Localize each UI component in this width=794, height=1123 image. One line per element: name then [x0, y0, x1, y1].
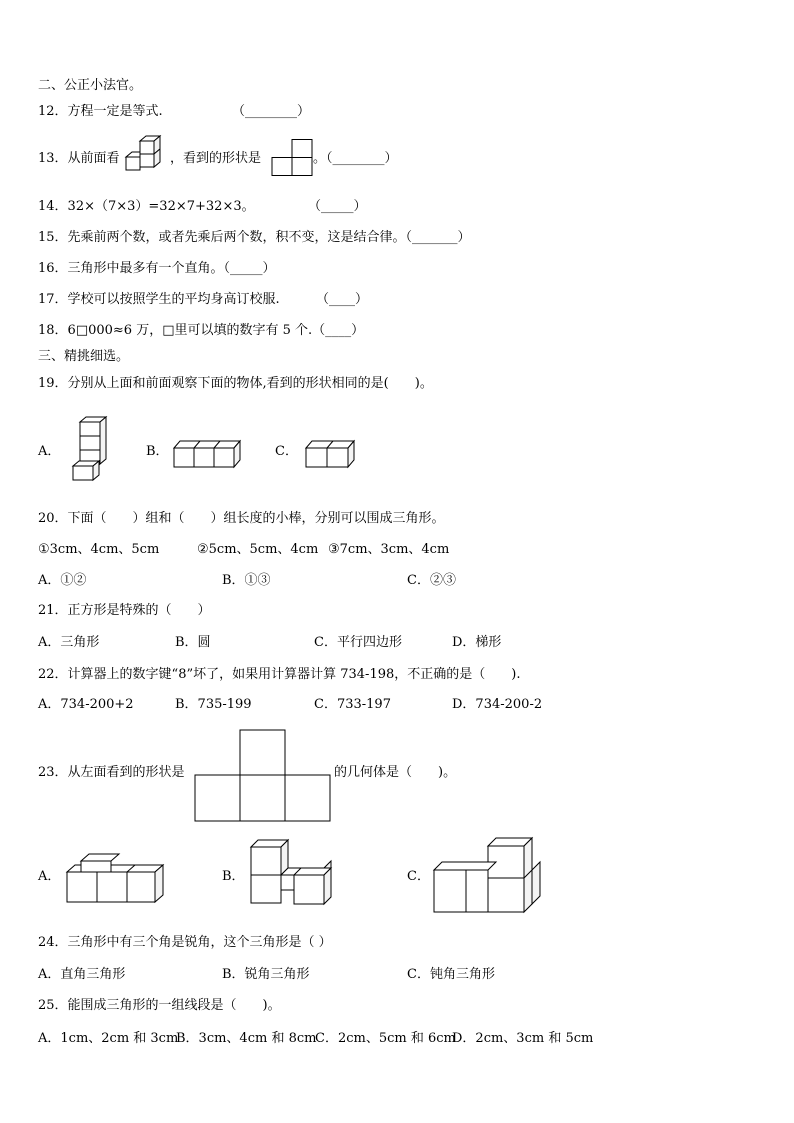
q20-group-1: ①3cm、4cm、5cm: [38, 542, 160, 557]
section-three-heading: 三、精挑细选。: [38, 349, 130, 364]
section-two-heading: 二、公正小法官。: [38, 78, 143, 93]
q19-option-c[interactable]: C．: [275, 444, 298, 459]
q12-text: 12．方程一定是等式.: [38, 104, 163, 119]
q25-option-d[interactable]: D．2cm、3cm 和 5cm: [452, 1031, 594, 1046]
q19-option-a[interactable]: A．: [38, 444, 61, 459]
q19-figure-c: [304, 437, 356, 471]
q20-group-3: ③7cm、3cm、4cm: [328, 542, 450, 557]
q17-answer-blank[interactable]: （____）: [316, 292, 369, 307]
q24-option-c[interactable]: C．钝角三角形: [407, 967, 495, 982]
q22-stem: 22．计算器上的数字键“8”坏了，如果用计算器计算 734-198，不正确的是（ ).: [38, 667, 521, 682]
q23-stem-pre: 23．从左面看到的形状是: [38, 765, 185, 780]
q17-text: 17．学校可以按照学生的平均身高订校服.: [38, 292, 280, 307]
q23-figure-b: [248, 838, 338, 910]
q12-answer-blank[interactable]: （________）: [232, 104, 311, 119]
q21-option-d[interactable]: D．梯形: [452, 635, 502, 650]
q23-left-view-figure: [194, 729, 332, 823]
q13-answer-blank[interactable]: 。（________）: [313, 151, 398, 166]
q18-text: 18．6□000≈6 万，□里可以填的数字有 5 个.（____）: [38, 323, 365, 338]
q13-mid: ，看到的形状是: [170, 151, 262, 166]
q20-stem: 20．下面（ ）组和（ ）组长度的小棒，分别可以围成三角形。: [38, 511, 445, 526]
q22-option-a[interactable]: A．734-200+2: [38, 697, 134, 712]
q16-text: 16．三角形中最多有一个直角。（_____）: [38, 261, 276, 276]
q25-option-a[interactable]: A．1cm、2cm 和 3cm: [38, 1031, 179, 1046]
q24-option-a[interactable]: A．直角三角形: [38, 967, 126, 982]
q23-figure-c: [432, 836, 544, 916]
q25-option-c[interactable]: C．2cm、5cm 和 6cm: [315, 1031, 456, 1046]
q13-pre: 13．从前面看: [38, 151, 120, 166]
q21-option-c[interactable]: C．平行四边形: [314, 635, 402, 650]
q24-stem: 24．三角形中有三个角是锐角，这个三角形是（ ）: [38, 935, 332, 950]
q22-option-c[interactable]: C．733-197: [314, 697, 391, 712]
q20-group-2: ②5cm、5cm、4cm: [197, 542, 319, 557]
q19-figure-a: [68, 415, 114, 490]
q23-stem-post: 的几何体是（ )。: [334, 765, 457, 780]
q23-figure-a: [65, 852, 165, 904]
q14-answer-blank[interactable]: （_____）: [308, 199, 367, 214]
q13-front-view-figure: [271, 139, 313, 179]
q20-option-a[interactable]: A．①②: [38, 573, 87, 588]
q23-option-c[interactable]: C．: [407, 869, 430, 884]
q15-text: 15．先乘前两个数，或者先乘后两个数，积不变，这是结合律。（_______）: [38, 230, 471, 245]
q14-text: 14．32×（7×3）=32×7+32×3。: [38, 199, 255, 214]
q22-option-b[interactable]: B．735-199: [175, 697, 252, 712]
q22-option-d[interactable]: D．734-200-2: [452, 697, 543, 712]
q23-option-b[interactable]: B．: [222, 869, 245, 884]
q25-stem: 25．能围成三角形的一组线段是（ )。: [38, 998, 281, 1013]
q19-figure-b: [172, 437, 242, 471]
q21-option-a[interactable]: A．三角形: [38, 635, 100, 650]
q20-option-b[interactable]: B．①③: [222, 573, 271, 588]
q19-stem: 19．分别从上面和前面观察下面的物体,看到的形状相同的是( )。: [38, 376, 433, 391]
q19-option-b[interactable]: B．: [146, 444, 169, 459]
q25-option-b[interactable]: B．3cm、4cm 和 8cm: [176, 1031, 317, 1046]
q21-stem: 21．正方形是特殊的（ ）: [38, 603, 211, 618]
q20-option-c[interactable]: C．②③: [407, 573, 456, 588]
q23-option-a[interactable]: A．: [38, 869, 61, 884]
q21-option-b[interactable]: B．圆: [175, 635, 211, 650]
q24-option-b[interactable]: B．锐角三角形: [222, 967, 310, 982]
q13-cube-figure: [122, 139, 162, 179]
